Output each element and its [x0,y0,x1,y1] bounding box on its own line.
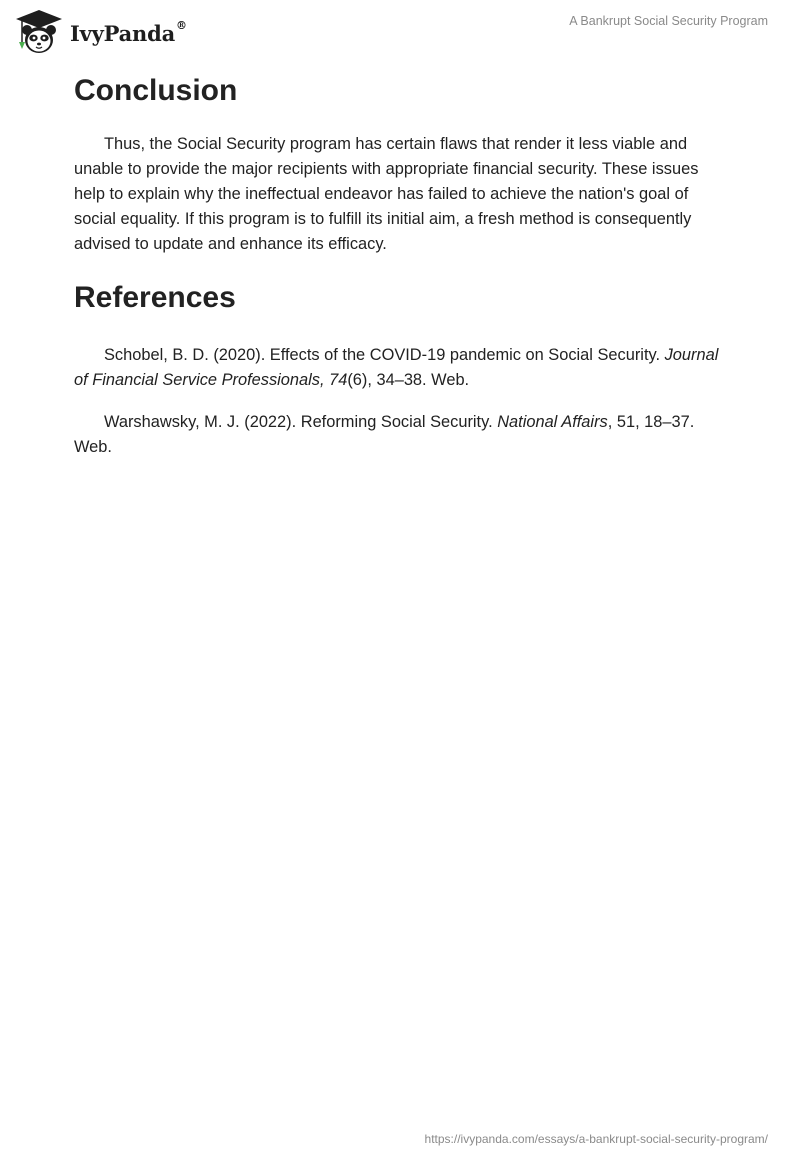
conclusion-paragraph: Thus, the Social Security program has certain flaws that render it less viable and unable to provide the major recipients with appropriate financial security. These issues help to explain why the ineffectual endeavor has failed to achieve the nation's goal of social equality. If this program is to fulfill its initial aim, a fresh method is consequently advised to update and enhance its efficacy. [74,135,699,253]
reference-journal: Journal of Financial Service Professionals [74,346,719,389]
document-title: A Bankrupt Social Security Program [569,14,768,28]
reference-journal: National Affairs [497,413,608,431]
source-url[interactable]: https://ivypanda.com/essays/a-bankrupt-social-security-program/ [424,1132,768,1146]
references-heading: References [74,281,236,314]
page-header [0,0,800,64]
conclusion-heading: Conclusion [74,74,238,107]
reference-volume: 74 [329,371,348,389]
essay-content [74,72,726,460]
registered-mark: ® [176,18,187,32]
reference-item: Schobel, B. D. (2020). Effects of the COVID-19 pandemic on Social Security. Journal of Financial Service Professionals, 74(6), 34–38. Web. [74,346,719,389]
panda-graduation-cap-icon [14,8,64,56]
ivypanda-logo[interactable] [14,8,187,56]
brand-name: IvyPanda® [70,18,187,46]
reference-item: Warshawsky, M. J. (2022). Reforming Social Security. National Affairs, 51, 18–37. Web. [74,413,695,456]
